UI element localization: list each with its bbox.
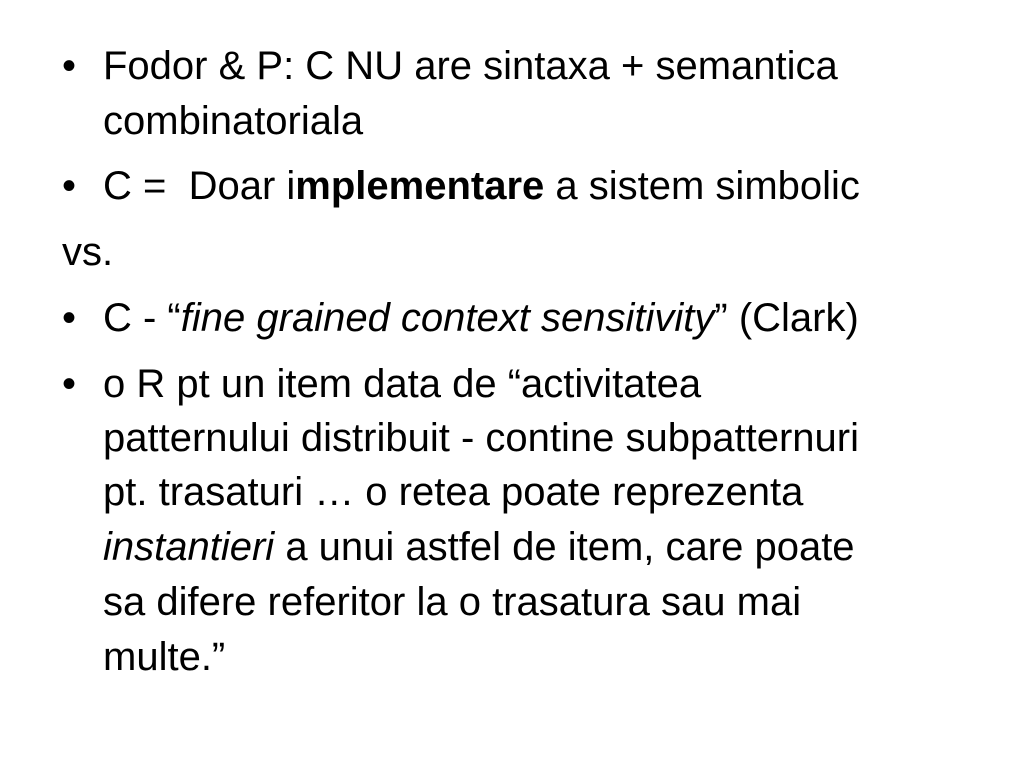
bullet-3-italic-phrase: fine grained context sensitivity — [180, 296, 715, 340]
bullet-icon: • — [62, 44, 77, 88]
bullet-3-suffix: ” (Clark) — [714, 296, 859, 340]
bullet-1-line-1: Fodor & P: C NU are sintaxa + semantica — [103, 44, 838, 88]
bullet-1-line-2: combinatoriala — [103, 99, 364, 143]
bullet-3-prefix: C - “ — [103, 296, 181, 340]
bullet-icon: • — [62, 362, 77, 406]
bullet-4-line-1: o R pt un item data de “activitatea — [103, 362, 702, 406]
bullet-4-line-4-rest: a unui astfel de item, care poate — [274, 525, 855, 569]
bullet-2-text — [103, 166, 860, 206]
bullet-2-prefix: C = Doar i — [103, 164, 296, 208]
bullet-2-bold-term: mplementare — [295, 164, 545, 208]
bullet-icon: • — [62, 296, 77, 340]
bullet-4-line-2: patternului distribuit - contine subpatternuri — [103, 416, 859, 460]
bullet-4-line-6: multe.” — [103, 635, 226, 679]
bullet-3-text — [103, 298, 859, 338]
bullet-4-line-5: sa difere referitor la o trasatura sau mai — [103, 580, 802, 624]
bullet-icon: • — [62, 164, 77, 208]
bullet-4-line-3: pt. trasaturi … o retea poate reprezenta — [103, 470, 804, 514]
bullet-2-suffix: a sistem simbolic — [544, 164, 860, 208]
bullet-4-italic-word: instantieri — [103, 525, 275, 569]
vs-label: vs. — [62, 230, 114, 274]
bullet-4-line-4 — [103, 527, 855, 567]
